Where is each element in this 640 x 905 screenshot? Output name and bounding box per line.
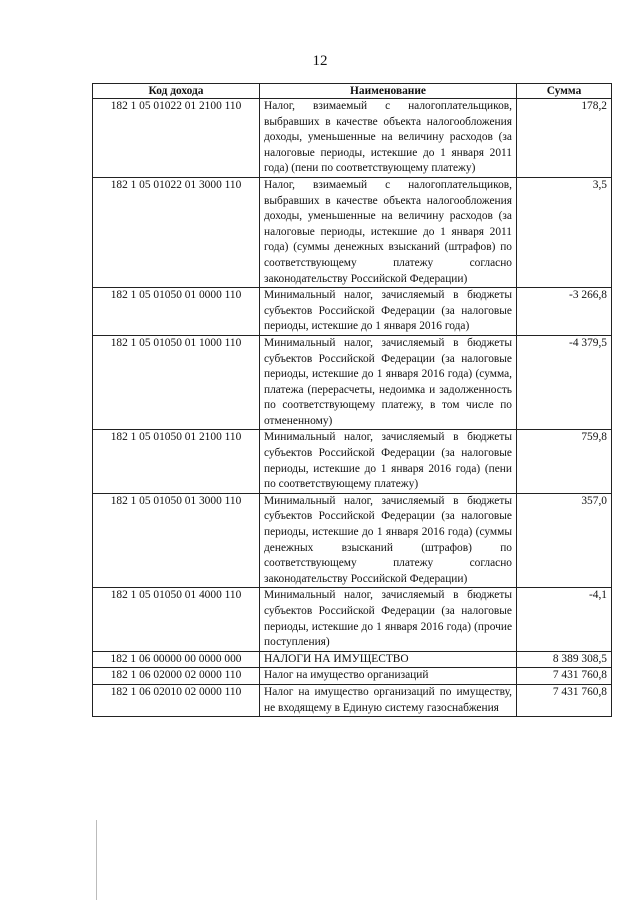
header-sum: Сумма bbox=[517, 84, 612, 99]
revenue-code: 182 1 05 01050 01 4000 110 bbox=[93, 588, 260, 651]
revenue-sum: 8 389 308,5 bbox=[517, 651, 612, 668]
table-row bbox=[93, 493, 612, 588]
revenue-sum: -4,1 bbox=[517, 588, 612, 651]
revenue-code: 182 1 05 01022 01 2100 110 bbox=[93, 99, 260, 178]
revenue-table bbox=[92, 83, 612, 717]
revenue-code: 182 1 06 02010 02 0000 110 bbox=[93, 684, 260, 716]
revenue-code: 182 1 05 01050 01 1000 110 bbox=[93, 335, 260, 430]
revenue-name: Налог на имущество организаций по имуществу, не входящему в Единую систему газоснабжения bbox=[260, 684, 517, 716]
page-number: 12 bbox=[312, 53, 328, 69]
revenue-sum: -3 266,8 bbox=[517, 288, 612, 336]
table-row bbox=[93, 288, 612, 336]
table-row bbox=[93, 684, 612, 716]
revenue-name: Минимальный налог, зачисляемый в бюджеты субъектов Российской Федерации (за налоговые периоды, истекшие до 1 января 2016 года) (пени по соответствующему платежу) bbox=[260, 430, 517, 493]
revenue-code: 182 1 05 01050 01 0000 110 bbox=[93, 288, 260, 336]
revenue-name: Налог на имущество организаций bbox=[260, 668, 517, 685]
revenue-name: Налог, взимаемый с налогоплательщиков, выбравших в качестве объекта налогообложения доходы, уменьшенные на величину расходов (за налоговые периоды, истекшие до 1 января 2011 года) (суммы денежных взысканий (штрафов) по соответствующему платежу согласно законодательству Российской Федерации) bbox=[260, 177, 517, 287]
revenue-code: 182 1 06 02000 02 0000 110 bbox=[93, 668, 260, 685]
table-row bbox=[93, 99, 612, 178]
header-code: Код дохода bbox=[93, 84, 260, 99]
revenue-sum: 357,0 bbox=[517, 493, 612, 588]
revenue-name: Минимальный налог, зачисляемый в бюджеты субъектов Российской Федерации (за налоговые периоды, истекшие до 1 января 2016 года) bbox=[260, 288, 517, 336]
revenue-name: Минимальный налог, зачисляемый в бюджеты субъектов Российской Федерации (за налоговые периоды, истекшие до 1 января 2016 года) (сумма, платежа (перерасчеты, недоимка и задолженность по соответствующему платежу, в том числе по отмененному) bbox=[260, 335, 517, 430]
revenue-sum: 7 431 760,8 bbox=[517, 684, 612, 716]
table-row bbox=[93, 651, 612, 668]
revenue-sum: 759,8 bbox=[517, 430, 612, 493]
scan-edge-mark bbox=[96, 820, 97, 900]
revenue-name: НАЛОГИ НА ИМУЩЕСТВО bbox=[260, 651, 517, 668]
revenue-code: 182 1 05 01022 01 3000 110 bbox=[93, 177, 260, 287]
table-row bbox=[93, 588, 612, 651]
table-row bbox=[93, 668, 612, 685]
table-row bbox=[93, 430, 612, 493]
revenue-sum: -4 379,5 bbox=[517, 335, 612, 430]
revenue-name: Минимальный налог, зачисляемый в бюджеты субъектов Российской Федерации (за налоговые периоды, истекшие до 1 января 2016 года) (суммы денежных взысканий (штрафов) по соответствующему платежу согласно законодательству Российской Федерации) bbox=[260, 493, 517, 588]
table-header-row bbox=[93, 84, 612, 99]
revenue-name: Налог, взимаемый с налогоплательщиков, выбравших в качестве объекта налогообложения доходы, уменьшенные на величину расходов (за налоговые периоды, истекшие до 1 января 2011 года) (пени по соответствующему платежу) bbox=[260, 99, 517, 178]
revenue-name: Минимальный налог, зачисляемый в бюджеты субъектов Российской Федерации (за налоговые периоды, истекшие до 1 января 2016 года) (прочие поступления) bbox=[260, 588, 517, 651]
revenue-code: 182 1 06 00000 00 0000 000 bbox=[93, 651, 260, 668]
header-name: Наименование bbox=[260, 84, 517, 99]
revenue-code: 182 1 05 01050 01 3000 110 bbox=[93, 493, 260, 588]
table-row bbox=[93, 335, 612, 430]
revenue-sum: 3,5 bbox=[517, 177, 612, 287]
revenue-sum: 178,2 bbox=[517, 99, 612, 178]
revenue-sum: 7 431 760,8 bbox=[517, 668, 612, 685]
table-row bbox=[93, 177, 612, 287]
revenue-code: 182 1 05 01050 01 2100 110 bbox=[93, 430, 260, 493]
